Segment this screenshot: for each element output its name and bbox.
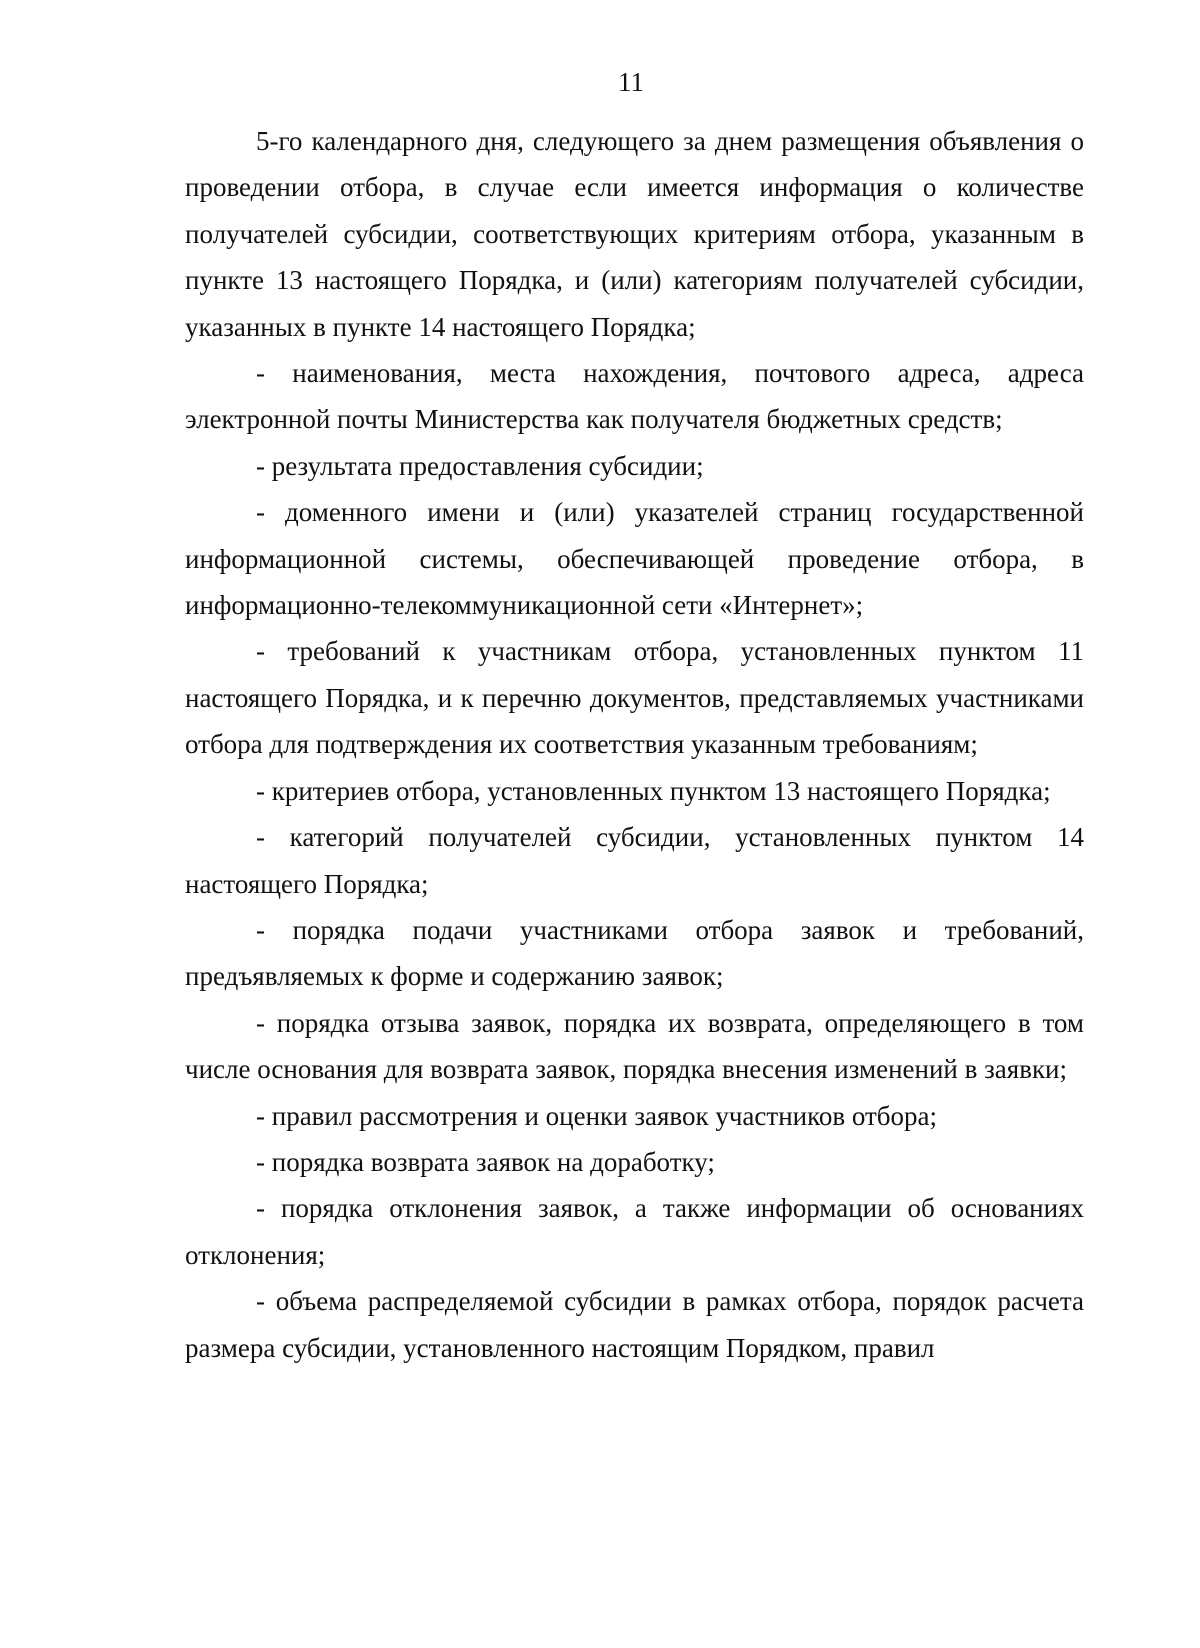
paragraph: - критериев отбора, установленных пунктом 13 настоящего Порядка;: [256, 775, 1051, 806]
paragraph: - объема распределяемой субсидии в рамках отбора, порядок расчета размера субсидии, установленного настоящим Порядком, правил: [185, 1286, 1084, 1363]
paragraph: - требований к участникам отбора, установленных пунктом 11 настоящего Порядка, и к перечню документов, представляемых участниками отбора для подтверждения их соответствия указанным требованиям;: [185, 636, 1084, 760]
paragraph: - результата предоставления субсидии;: [256, 450, 704, 481]
paragraph: - наименования, места нахождения, почтового адреса, адреса электронной почты Министерства как получателя бюджетных средств;: [185, 358, 1084, 435]
paragraph: - доменного имени и (или) указателей страниц государственной информационной системы, обеспечивающей проведение отбора, в информационно-телекоммуникационной сети «Интернет»;: [185, 497, 1084, 621]
paragraph: - правил рассмотрения и оценки заявок участников отбора;: [256, 1100, 938, 1131]
paragraph: - порядка возврата заявок на доработку;: [256, 1146, 715, 1177]
paragraph: - порядка отзыва заявок, порядка их возврата, определяющего в том числе основания для возврата заявок, порядка внесения изменений в заявки;: [185, 1007, 1084, 1085]
paragraph: - порядка подачи участниками отбора заявок и требований, предъявляемых к форме и содержанию заявок;: [185, 914, 1084, 992]
paragraph: - категорий получателей субсидии, установленных пунктом 14 настоящего Порядка;: [185, 822, 1084, 899]
document-body: [185, 118, 1084, 1371]
paragraph: - порядка отклонения заявок, а также информации об основаниях отклонения;: [185, 1193, 1084, 1270]
page-number: 11: [618, 67, 644, 97]
paragraph: 5-го календарного дня, следующего за днем размещения объявления о проведении отбора, в случае если имеется информация о количестве получателей субсидии, соответствующих критериям отбора, указанным в пункте 13 настоящего Порядка, и (или) категориям получателей субсидии, указанных в пункте 14 настоящего Порядка;: [185, 126, 1084, 342]
